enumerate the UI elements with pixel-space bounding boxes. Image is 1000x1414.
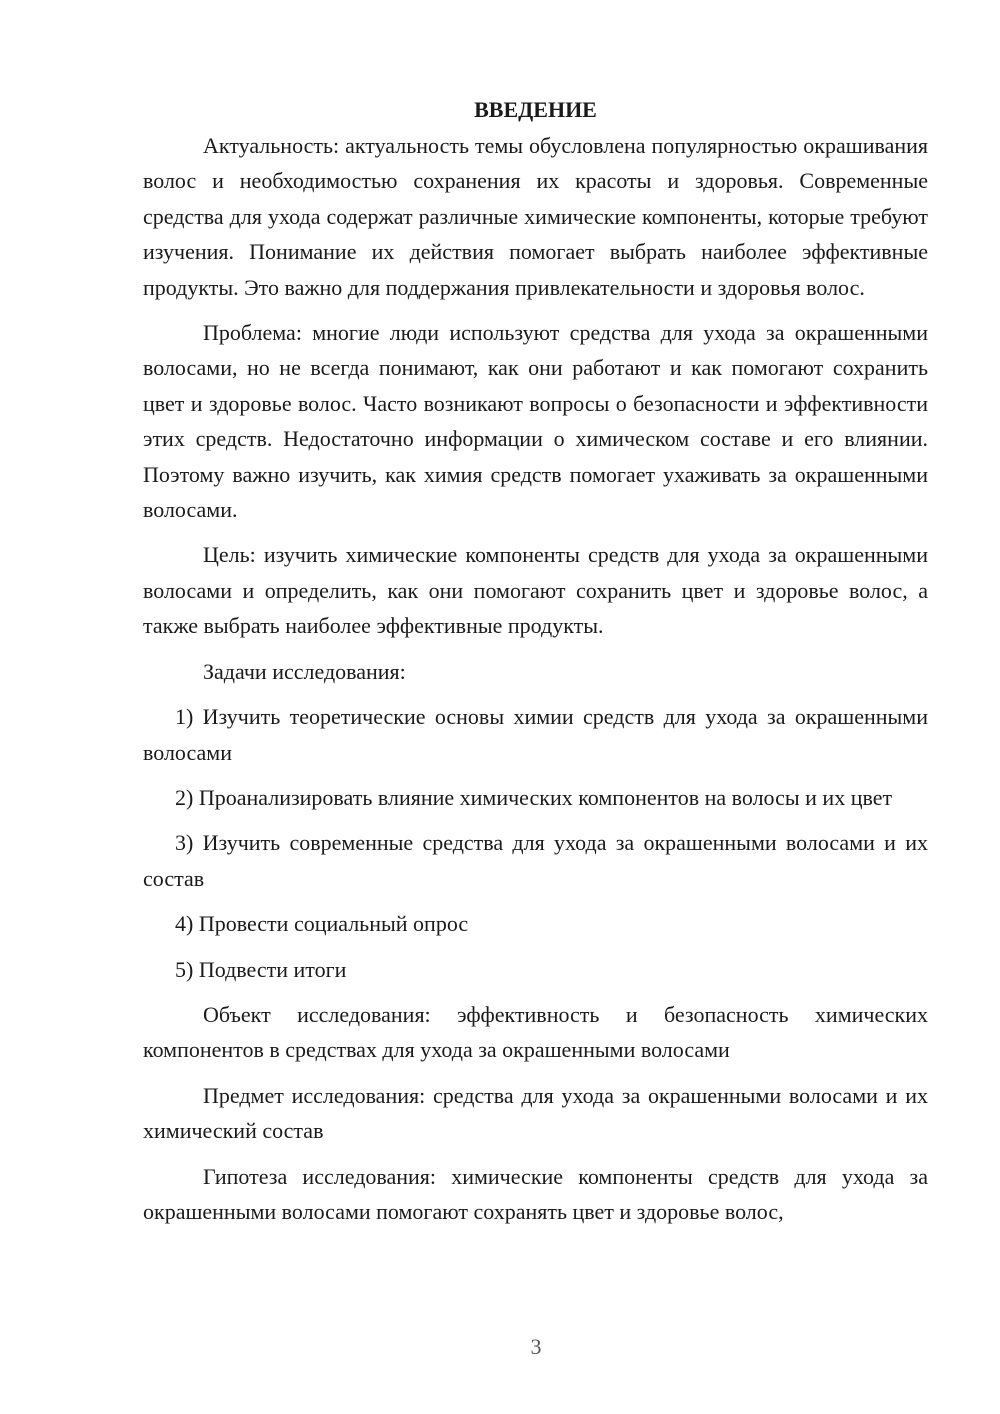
paragraph-goal: Цель: изучить химические компоненты средств для ухода за окрашенными волосами и определить, как они помогают сохранить цвет и здоровье волос, а также выбрать наиболее эффективные продукты. — [143, 542, 928, 639]
paragraph-problem: Проблема: многие люди используют средства для ухода за окрашенными волосами, но не всегда понимают, как они работают и как помогают сохранить цвет и здоровье волос. Часто возникают вопросы о безопасности и эффективности этих средств. Недостаточно информации о химическом составе и его влиянии. Поэтому важно изучить, как химия средств помогает ухаживать за окрашенными волосами. — [143, 320, 928, 523]
page-number: 3 — [530, 1334, 542, 1359]
paragraph-subject: Предмет исследования: средства для ухода за окрашенными волосами и их химический состав — [143, 1082, 928, 1144]
tasks-title: Задачи исследования: — [203, 658, 406, 684]
paragraph-relevance: Актуальность: актуальность темы обусловлена популярностью окрашивания волос и необходимостью сохранения их красоты и здоровья. Современные средства для ухода содержат различные химические компоненты, которые требуют изучения. Понимание их действия помогает выбрать наиболее эффективные продукты. Это важно для поддержания привлекательности и здоровья волос. — [143, 133, 928, 300]
task-item-4: 4) Провести социальный опрос — [175, 911, 469, 937]
paragraph-object: Объект исследования: эффективность и безопасность химических компонентов в средствах для ухода за окрашенными волосами — [143, 1001, 928, 1063]
task-item-1: 1) Изучить теоретические основы химии средств для ухода за окрашенными волосами — [143, 704, 928, 765]
task-item-5: 5) Подвести итоги — [175, 956, 347, 982]
task-item-3: 3) Изучить современные средства для ухода за окрашенными волосами и их состав — [143, 830, 928, 891]
section-heading: ВВЕДЕНИЕ — [474, 97, 597, 122]
task-item-2: 2) Проанализировать влияние химических компонентов на волосы и их цвет — [175, 784, 893, 810]
paragraph-hypothesis: Гипотеза исследования: химические компоненты средств для ухода за окрашенными волосами помогают сохранять цвет и здоровье волос, — [143, 1163, 928, 1224]
document-page — [143, 92, 928, 1239]
